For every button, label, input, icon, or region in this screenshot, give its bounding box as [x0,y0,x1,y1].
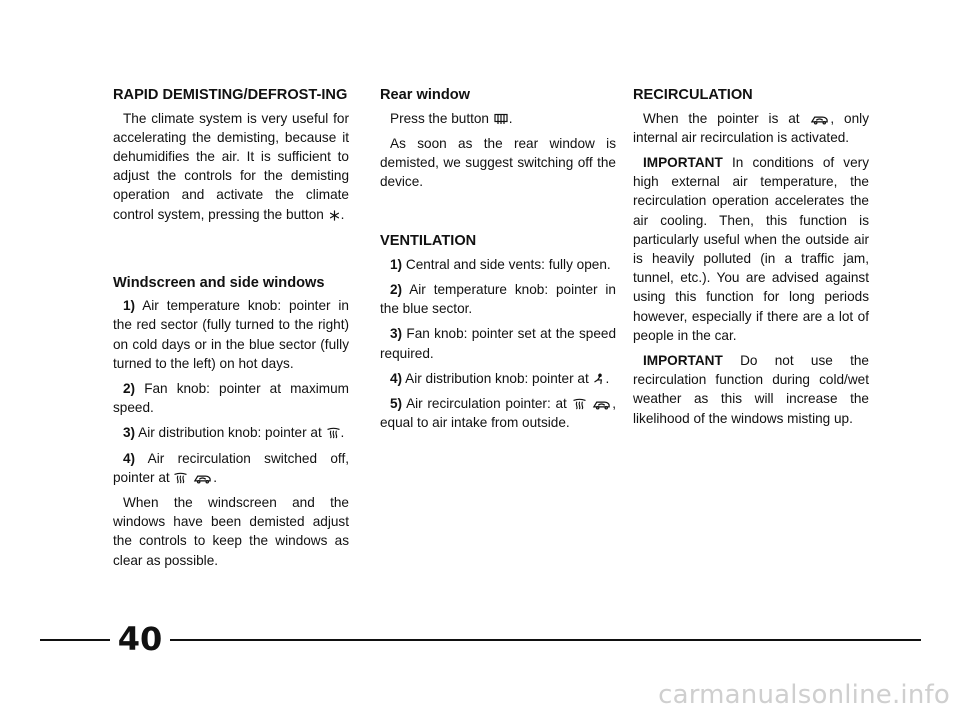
windscreen-demist-icon [327,427,340,439]
important-note-2: IMPORTANT Do not use the recirculation function during cold/wet weather as this will increase the likelihood of the windows misting up. [633,352,869,426]
recirculation-icon [592,398,611,410]
footer-rule-left [40,639,110,641]
paragraph-press-button: Press the button . [390,110,513,126]
step-5: 5) Air recirculation pointer: at , equal to air intake from outside. [380,396,616,431]
heading-ventilation: VENTILATION [380,233,477,250]
heading-rapid-demisting: RAPID DEMISTING/DEFROST-ING [113,87,348,103]
step-4: 4) Air recirculation switched off, pointer at . [113,450,350,485]
watermark: carmanualsonline.info [658,680,950,710]
paragraph-recirculation: When the pointer is at , only internal air recirculation is activated. [633,110,869,145]
step-1: 1) Air temperature knob: pointer in the red sector (fully turned to the right) on cold days or in the blue sector (fully turned to the left) on hot days. [113,298,349,371]
footer-rule-right [170,639,921,641]
important-note-1: IMPORTANT In conditions of very high external air temperature, the recirculation operation accelerates the air cooling. Then, this function is particularly useful when the outside air is heavily polluted (in a traffic jam, tunnel, etc.). You are advised against using this function for long periods however, especially if there are a lot of people in the car. [633,154,869,343]
recirculation-icon [810,113,829,125]
recirculation-icon [193,472,212,484]
climate-control-icon [329,210,340,221]
column-3 [633,86,869,434]
paragraph-demisting: The climate system is very useful for accelerating the demisting, because it dehumidifies the air. It is sufficient to adjust the controls for the demisting operation and activate the climate control system, pressing the button . [113,110,349,222]
heading-windscreen: Windscreen and side windows [113,274,325,291]
column-2 [380,86,616,438]
windscreen-demist-icon [174,472,187,484]
heading-recirculation: RECIRCULATION [633,87,753,103]
step-3: 3) Fan knob: pointer set at the speed required. [380,326,616,361]
column-1 [113,86,349,576]
windscreen-demist-icon [573,398,586,410]
rear-window-heater-icon [494,113,508,125]
step-2: 2) Fan knob: pointer at maximum speed. [113,381,349,416]
step-4: 4) Air distribution knob: pointer at . [390,370,610,386]
paragraph-rear-demisted: As soon as the rear window is demisted, we suggest switching off the device. [380,135,616,190]
step-1: 1) Central and side vents: fully open. [390,256,611,272]
heading-rear-window: Rear window [380,87,471,103]
paragraph-after-demist: When the windscreen and the windows have been demisted adjust the controls to keep the windows as clear as possible. [113,495,349,568]
page-number: 40 [117,620,163,658]
step-2: 2) Air temperature knob: pointer in the blue sector. [380,282,616,317]
step-3: 3) Air distribution knob: pointer at . [123,425,345,441]
feet-distribution-icon [594,373,605,385]
